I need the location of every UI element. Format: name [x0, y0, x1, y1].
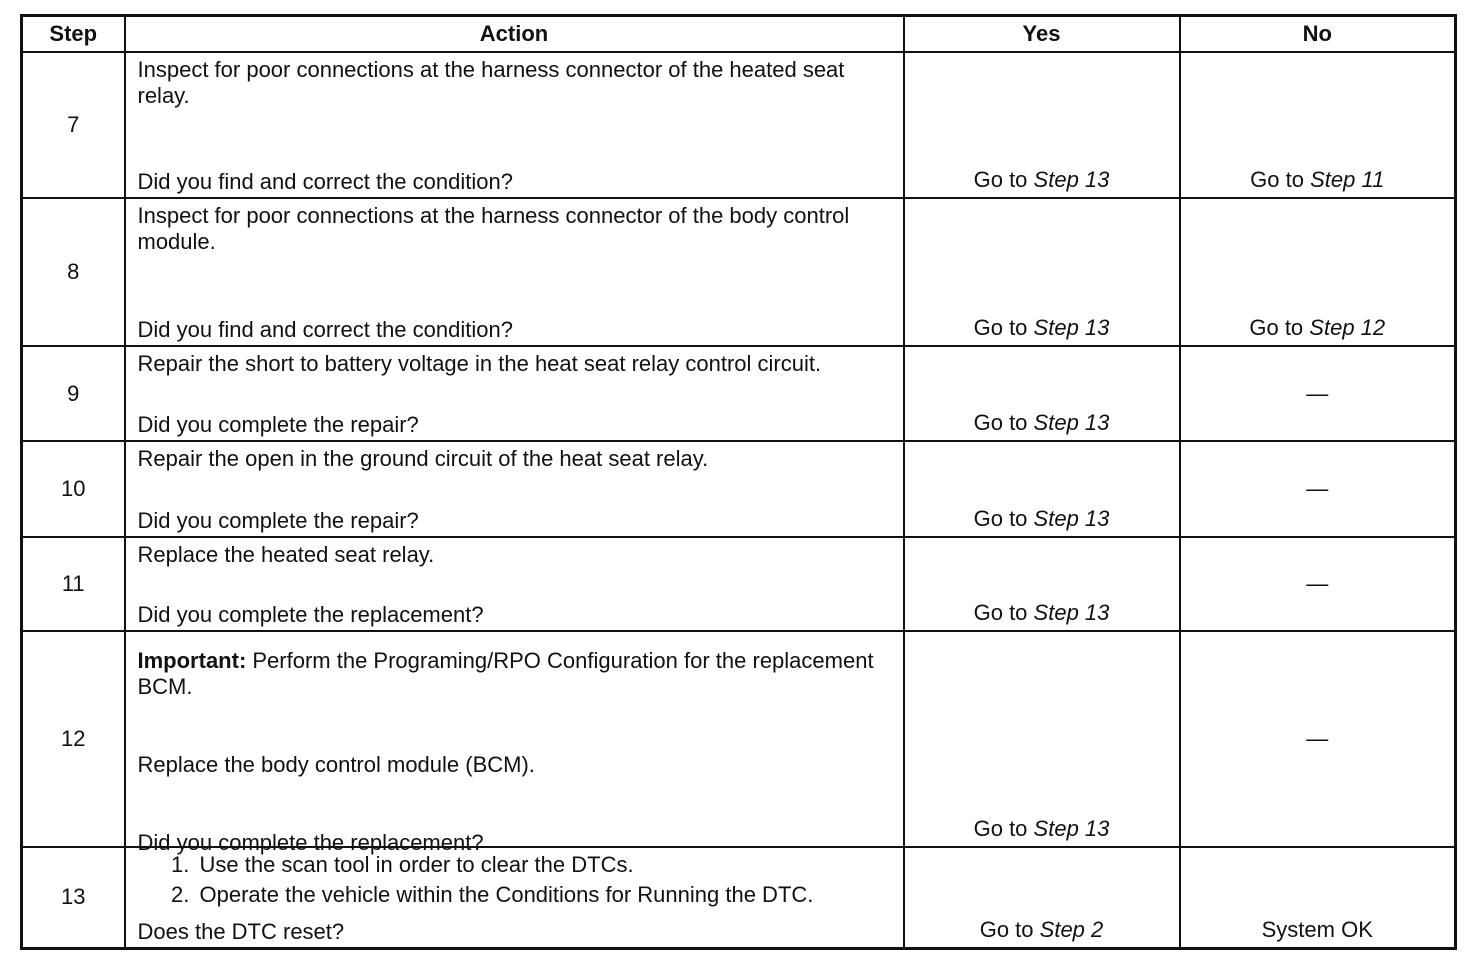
yes-prefix: Go to [979, 916, 1034, 942]
no-dash: — [1306, 571, 1329, 596]
header-no: No [1180, 16, 1456, 53]
no-cell [1180, 198, 1456, 346]
action-question: Did you find and correct the condition? [137, 317, 513, 342]
table-row [22, 847, 1456, 948]
no-result: System OK [1261, 916, 1373, 942]
action-cell [125, 52, 904, 198]
yes-prefix: Go to [973, 816, 1028, 841]
header-action: Action [125, 16, 904, 53]
no-cell [1180, 346, 1456, 441]
yes-cell [904, 537, 1180, 631]
table-row [22, 537, 1456, 631]
yes-prefix: Go to [973, 410, 1028, 435]
yes-step-link[interactable]: Step 13 [1033, 816, 1110, 841]
no-dash: — [1306, 380, 1329, 406]
yes-cell [904, 346, 1180, 441]
yes-prefix: Go to [973, 600, 1028, 625]
yes-prefix: Go to [973, 506, 1028, 531]
yes-cell [904, 847, 1180, 948]
important-label: Important: [137, 648, 247, 673]
yes-step-link[interactable]: Step 13 [1033, 315, 1110, 340]
no-cell [1180, 537, 1456, 631]
yes-step-link[interactable]: Step 13 [1033, 600, 1110, 625]
action-cell [125, 198, 904, 346]
action-cell [125, 441, 904, 537]
action-text: Repair the open in the ground circuit of the heat seat relay. [137, 446, 709, 471]
no-prefix: Go to [1250, 167, 1304, 192]
yes-step-link[interactable]: Step 13 [1033, 167, 1110, 192]
action-question: Did you complete the replacement? [137, 830, 484, 855]
yes-cell [904, 631, 1180, 847]
yes-step-link[interactable]: Step 13 [1033, 410, 1110, 435]
header-step: Step [22, 16, 125, 53]
table-row [22, 346, 1456, 441]
action-question: Does the DTC reset? [137, 918, 345, 944]
action-text: Repair the short to battery voltage in the heat seat relay control circuit. [137, 351, 822, 376]
no-cell [1180, 631, 1456, 847]
step-number: 10 [22, 441, 125, 537]
step-number: 7 [22, 52, 125, 198]
action-cell [125, 346, 904, 441]
action-text: Replace the heated seat relay. [137, 542, 435, 567]
important-text: Perform the Programing/RPO Configuration for the replacement BCM. [137, 648, 874, 699]
action-question: Did you complete the repair? [137, 508, 419, 533]
yes-cell [904, 52, 1180, 198]
list-item: 1. Use the scan tool in order to clear the DTCs. [196, 852, 893, 878]
step-number: 11 [22, 537, 125, 631]
action-question: Did you find and correct the condition? [137, 169, 513, 194]
step-number: 9 [22, 346, 125, 441]
no-cell [1180, 441, 1456, 537]
header-yes: Yes [904, 16, 1180, 53]
yes-step-link[interactable]: Step 13 [1033, 506, 1110, 531]
yes-prefix: Go to [973, 167, 1028, 192]
no-dash: — [1306, 476, 1329, 501]
no-cell [1180, 52, 1456, 198]
action-question: Did you complete the replacement? [137, 602, 484, 627]
table-row [22, 441, 1456, 537]
action-cell [125, 631, 904, 855]
yes-cell [904, 441, 1180, 537]
action-text: Inspect for poor connections at the harness connector of the body control module. [137, 203, 850, 254]
no-dash: — [1306, 726, 1329, 751]
no-step-link[interactable]: Step 12 [1309, 315, 1386, 340]
table-row [22, 52, 1456, 198]
table-row [22, 198, 1456, 346]
important-note [138, 648, 893, 700]
no-prefix: Go to [1249, 315, 1304, 340]
yes-prefix: Go to [973, 315, 1028, 340]
header-row [22, 16, 1456, 53]
action-text: Replace the body control module (BCM). [137, 752, 535, 777]
yes-step-link[interactable]: Step 2 [1039, 916, 1104, 942]
no-step-link[interactable]: Step 11 [1310, 167, 1385, 192]
step-number: 8 [22, 198, 125, 346]
action-cell [125, 537, 904, 631]
action-cell [125, 847, 904, 948]
action-question: Did you complete the repair? [137, 412, 419, 437]
list-item: 2. Operate the vehicle within the Conditions for Running the DTC. [196, 882, 893, 908]
step-number: 12 [22, 631, 125, 847]
diagnostic-table [20, 14, 1457, 950]
no-cell [1180, 847, 1456, 948]
table-row [22, 631, 1456, 847]
action-text: Inspect for poor connections at the harness connector of the heated seat relay. [137, 57, 845, 108]
step-number: 13 [22, 847, 125, 948]
procedure-list [138, 852, 893, 912]
yes-cell [904, 198, 1180, 346]
